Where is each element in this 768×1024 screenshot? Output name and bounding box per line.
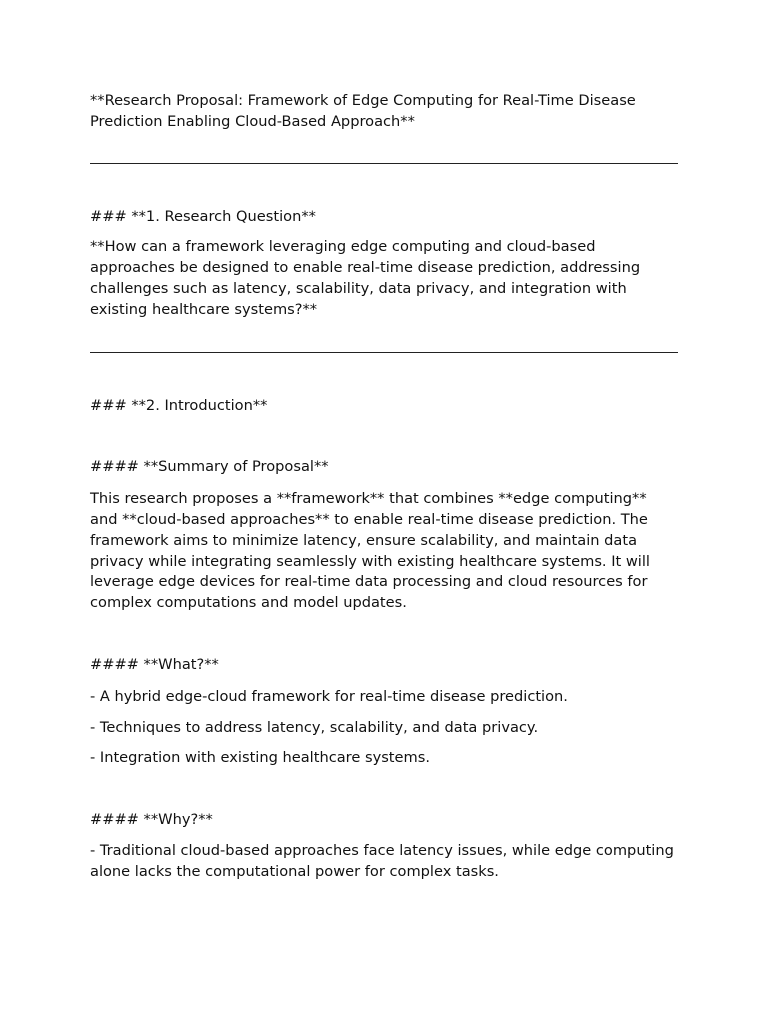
- list-item: - Integration with existing healthcare systems.: [90, 749, 430, 767]
- subheading-what: #### **What?**: [90, 655, 219, 673]
- list-item: - A hybrid edge-cloud framework for real-time disease prediction.: [90, 687, 568, 705]
- horizontal-rule: [90, 163, 678, 164]
- document-title: **Research Proposal: Framework of Edge Computing for Real-Time Disease Prediction Enabling Cloud-Based Approach**: [90, 92, 636, 130]
- horizontal-rule: [90, 352, 678, 353]
- document-body: [90, 91, 678, 883]
- section-heading-introduction: ### **2. Introduction**: [90, 396, 268, 414]
- list-item: - Traditional cloud-based approaches face latency issues, while edge computing alone lacks the computational power for complex tasks.: [90, 841, 674, 880]
- section-heading-research-question: ### **1. Research Question**: [90, 207, 316, 225]
- list-item: - Techniques to address latency, scalability, and data privacy.: [90, 718, 539, 736]
- summary-paragraph: This research proposes a **framework** that combines **edge computing** and **cloud-based approaches** to enable real-time disease prediction. The framework aims to minimize latency, ensure scalability, and maintain data privacy while integrating seamlessly with existing healthcare systems. It will leverage edge devices for real-time data processing and cloud resources for complex computations and model updates.: [90, 490, 650, 612]
- research-question-text: **How can a framework leveraging edge computing and cloud-based approaches be designed to enable real-time disease prediction, addressing challenges such as latency, scalability, data privacy, and integration with existing healthcare systems?**: [90, 238, 641, 318]
- subheading-why: #### **Why?**: [90, 811, 213, 829]
- subheading-summary: #### **Summary of Proposal**: [90, 458, 329, 476]
